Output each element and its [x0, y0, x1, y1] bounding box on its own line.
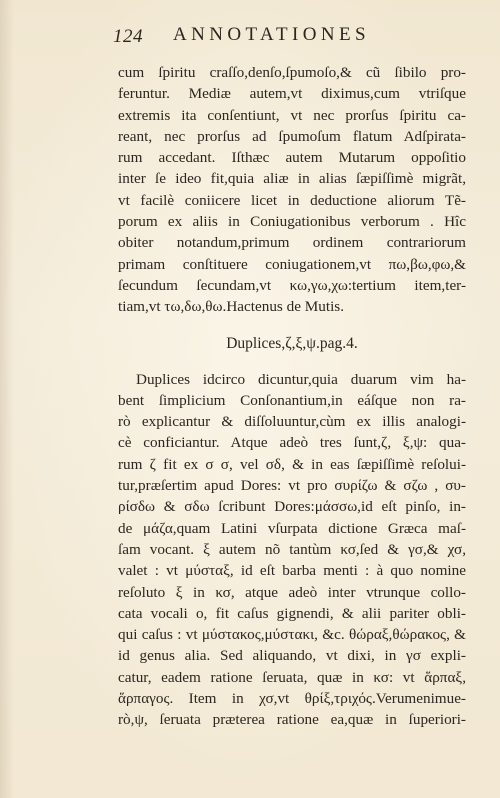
text-line: catur, eadem ratione ſeruata, quæ in κσ: vt ἅρπαξ,: [118, 668, 466, 686]
text-line: extremis ita conſentiunt, vt nec prorſus ſpiritu ca-: [118, 106, 466, 124]
section-gap: [118, 318, 466, 333]
section-gap: [118, 354, 466, 369]
body-text: [118, 62, 466, 731]
text-line: ſecundum ſecundam,vt κω,γω,χω:tertium item,ter-: [118, 276, 466, 294]
text-line: cata vocali ο, fit caſus gignendi, & alii pariter obli-: [118, 604, 466, 622]
text-line: de μάζα,quam Latini vſurpata dictione Græca maſ-: [118, 519, 466, 537]
text-line: rò explicantur & diſſoluuntur,cùm ex illis analogi-: [118, 413, 466, 431]
section-heading: Duplices,ζ,ξ,ψ.pag.4.: [226, 334, 358, 352]
text-line: obiter notandum,primum ordinem contrariorum: [118, 234, 466, 252]
text-line: ρίσδω & σδω ſcribunt Dores:μάσσω,id eſt pinſo, in-: [118, 498, 466, 516]
text-line: ἅρπαγος. Item in χσ,vt θρίξ,τριχός.Verumenimue-: [118, 690, 466, 708]
text-line: valet : vt μύσταξ, id eſt barba menti : à quo nomine: [118, 562, 466, 580]
text-line: tur,præſertim apud Dores: vt pro συρίζω & σζω , συ-: [118, 477, 466, 495]
text-line: reant, nec prorſus ad ſpumoſum flatum Adſpirata-: [118, 127, 466, 145]
page-number: 124: [113, 26, 143, 47]
paragraph-mutae: [118, 62, 466, 318]
text-line: vt facilè coniicere licet in deductione aliorum Tẽ-: [118, 191, 466, 209]
text-line: qui caſus : vt μύστακος,μύστακι, &c. θώραξ,θώρακος, &: [118, 626, 466, 644]
text-line: rò,ψ, ſeruata præterea ratione ea,quæ in ſuperiori-: [118, 711, 466, 729]
text-line: porum ex aliis in Coniugationibus verborum . Hîc: [118, 213, 466, 231]
text-line: ſam vocant. ξ autem nõ tantùm κσ,ſed & γσ,& χσ,: [118, 540, 466, 558]
running-title: ANNOTATIONES: [173, 24, 370, 45]
text-line: bent ſimplicium Conſonantium,in eáſque non ra-: [118, 391, 466, 409]
text-line: Duplices idcirco dicuntur,quia duarum vim ha-: [136, 370, 466, 388]
text-line: reſoluto ξ in κσ, atque adeò inter vtrunque collo-: [118, 583, 466, 601]
text-line: primam conſtituere coniugationem,vt πω,βω,φω,&: [118, 255, 466, 273]
text-line: id genus alia. Sed aliquando, vt dixi, in γσ expli-: [118, 647, 466, 665]
page-header: [113, 22, 463, 52]
paragraph-duplices: [118, 369, 466, 731]
text-line: cè conficiantur. Atque adeò tres ſunt,ζ, ξ,ψ: qua-: [118, 434, 466, 452]
text-line: rum accedant. Iſthæc autem Mutarum oppoſitio: [118, 149, 466, 167]
text-line: rum ζ fit ex σ σ, vel σδ, & in eas ſæpiſſimè reſolui-: [118, 455, 466, 473]
text-line: cum ſpiritu craſſo,denſo,ſpumoſo,& cũ ſibilo pro-: [118, 64, 466, 81]
text-line: tiam,vt τω,δω,θω.Hactenus de Mutis.: [118, 298, 344, 316]
gutter-shadow: [0, 0, 14, 798]
text-line: feruntur. Mediæ autem,vt diximus,cum vtriſque: [118, 85, 466, 103]
text-line: inter ſe ideo fit,quia aliæ in alias ſæpiſſimè migrãt,: [118, 170, 466, 188]
